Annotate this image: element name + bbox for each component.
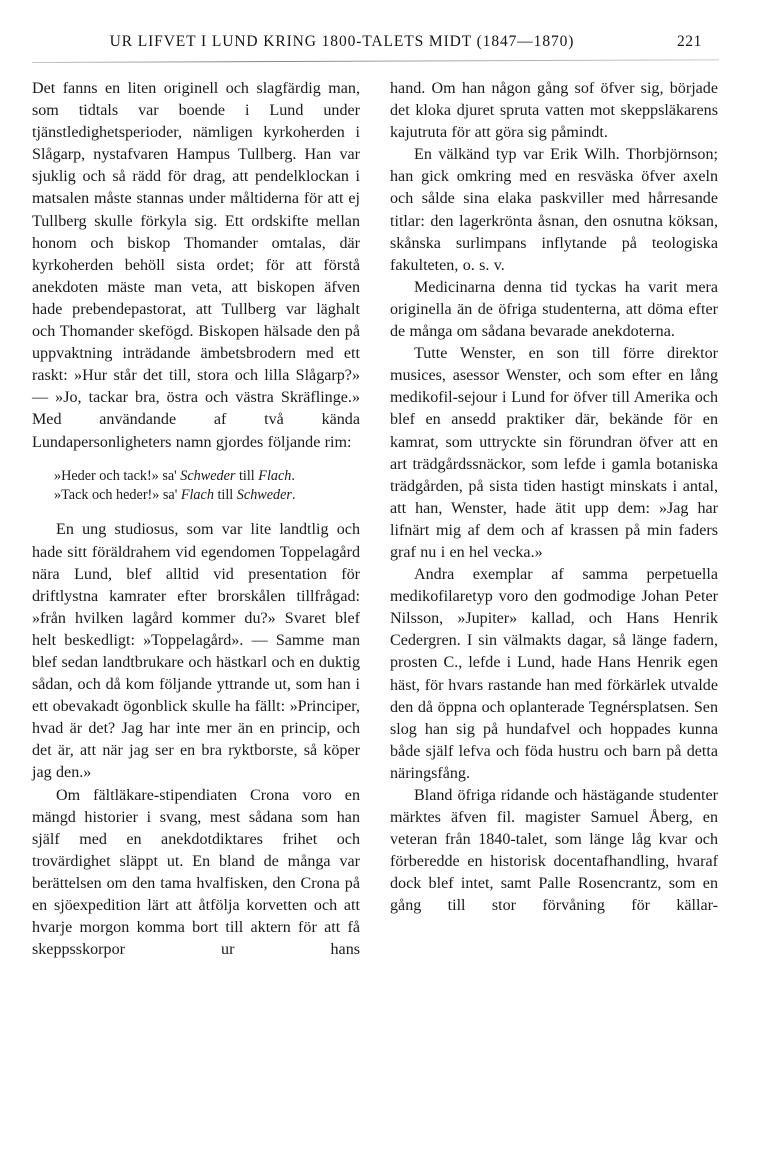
column-right: [390, 78, 718, 961]
paragraph: Medicinarna denna tid tyckas ha varit mera originella än de öfriga studenterna, att döma efter de många om sådana bevarade anekdoterna.: [390, 278, 718, 341]
verse-text: .: [291, 487, 296, 503]
verse-text: »Heder och tack!» sa': [54, 467, 181, 484]
paragraph: En ung studiosus, som var lite landtlig och hade sitt föräldrahem vid egendomen Toppelagård nära Lund, blef alltid vid presentation för driftlystna kamrater efter brorskålen tillfrågad: »från hvilken lagård kommer du?» Svaret blef helt beskedligt: »Toppelagård». — Samme man blef sedan landtbrukare och hästkarl och en duktig sådan, och då kom följande yttrande ut, som han i ett obevakadt ögonblick skulle ha fällt: »Principer, hvad är det? Jag har inte mer än en princip, och det är, att när jag ser en bra ryktborste, så köper jag den.»: [32, 521, 360, 782]
verse-line: [54, 486, 360, 505]
verse-line: [54, 467, 360, 486]
verse-text: till: [235, 467, 259, 484]
paragraph: Andra exemplar af samma perpetuella medikofilaretyp voro den godmodige Johan Peter Nilsson, »Jupiter» kallad, och Hans Henrik Cedergren. I sin välmakts dagar, så länge fadern, prosten C., lefde i Lund, hade Hans Henrik egen häst, för hvars rastande han med förkärlek utvalde den då öppna och oplanterade Tegnérsplatsen. Sen slog han sig på hundafvel och hoppades kunna både själf lefva och föda hustru och barn på detta näringsfång.: [390, 566, 718, 782]
paragraph: En välkänd typ var Erik Wilh. Thorbjörnson; han gick omkring med en resväska öfver axeln och sålde sina elaka paskviller med hårresande titlar: den lagerkrönta åsnan, den osnutna köksan, skånska surlimpans inflytande på teologiska fakulteten, o. s. v.: [390, 146, 718, 274]
verse-name-italic: Schweder: [236, 487, 292, 503]
verse-text: till: [213, 487, 237, 503]
verse-text: .: [291, 467, 295, 484]
paragraph: Det fanns en liten originell och slagfärdig man, som tidtals var boende i Lund under tjänstledighetsperioder, nämligen kyrkoherden i Slågarp, nystafvaren Hampus Tullberg. Han var sjuklig och så rädd för drag, att pendelklockan i matsalen måste stannas under måltiderna för att ej Tullberg skulle förkyla sig. Ett ordskifte mellan honom och biskop Thomander omtalas, där kyrkoherden behöll sista ordet; för att förstå anekdoten mäste man veta, att biskopen äfven hade prebendepastorat, att Tullberg var läghalt och Thomander skefögd. Biskopen hälsade den på uppvaktning inträdande ämbetsbrodern med ett raskt: »Hur står det till, stora och lilla Slågarp?» — »Jo, tackar bra, östra och västra Skräflinge.» Med användande af två kända Lundapersonligheters namn gjordes följande rim:: [32, 80, 360, 451]
paragraph: hand. Om han någon gång sof öfver sig, började det kloka djuret spruta vatten mot skeppsläkarens kajutruta för att göra sig påmindt.: [390, 80, 718, 142]
verse-quotation-block: [32, 467, 360, 506]
header-rule: [32, 59, 719, 63]
page-number: 221: [676, 33, 702, 50]
column-left: [32, 78, 360, 961]
running-head-title: UR LIFVET I LUND KRING 1800-TALETS MIDT (1847—1870): [109, 33, 575, 50]
verse-name-italic: Schweder: [180, 467, 236, 484]
verse-name-italic: Flach: [180, 487, 214, 503]
body-columns: [32, 78, 718, 961]
verse-text: »Tack och heder!» sa': [54, 487, 181, 503]
paragraph: Tutte Wenster, en son till förre direktor musices, asessor Wenster, och som efter en lång medikofil-sejour i Lund for öfver till Amerika och blef en ansedd praktiker där, bekände för en kamrat, som uttryckte sin förundran öfver att en art trädgårdssnäckor, som lefde i gamla botaniska trädgården, på sista tiden hastigt minskats i antal, att han, Wenster, hade ätit upp dem: »Jag har lifnärt mig af dem och af krassen på min faders graf nu i en hel vecka.»: [390, 345, 718, 561]
running-head: [32, 33, 718, 57]
paragraph: Bland öfriga ridande och hästägande studenter märktes äfven fil. magister Samuel Åberg, en veteran från 1840-talet, som länge låg kvar och förberedde en historisk docentafhandling, hvaraf dock blef intet, samt Palle Rosencrantz, som en gång till stor förvåning för källar-: [390, 787, 718, 915]
paragraph: Om fältläkare-stipendiaten Crona voro en mängd historier i svang, mest sådana som han själf med en anekdotdiktares frihet och trovärdighet släppt ut. En bland de många var berättelsen om den tama hvalfisken, den Crona på en sjöexpedition lärt att åtfölja korvetten och att hvarje morgon komma bort till aktern för att få skeppsskorpor ur hans: [32, 786, 360, 959]
verse-name-italic: Flach: [258, 467, 292, 484]
